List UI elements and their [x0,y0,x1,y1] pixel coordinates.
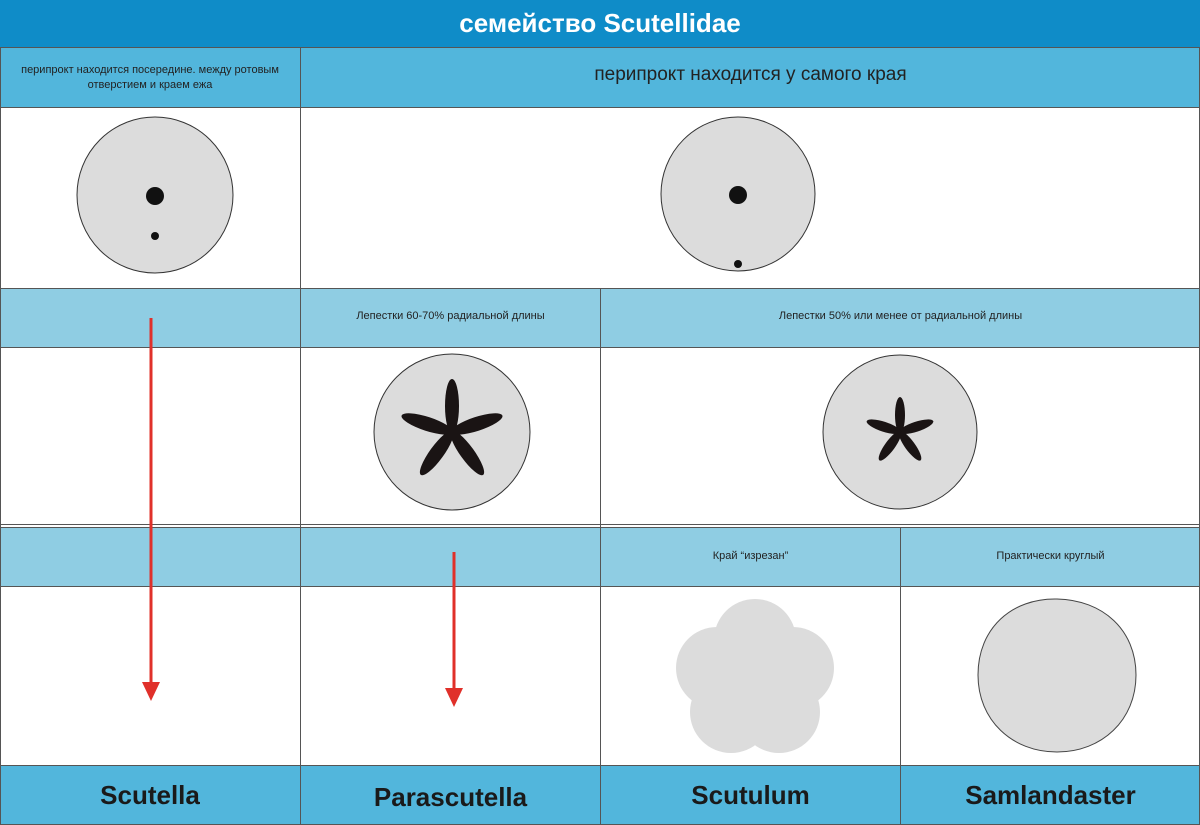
periproct-edge-label: перипрокт находится у самого края [594,64,907,85]
disc-short-petals [823,355,977,509]
genus-samlandaster: Samlandaster [965,779,1136,810]
shape-nearly-round [978,599,1136,752]
disc-long-petals [374,354,530,510]
genus-parascutella: Parascutella [373,781,528,812]
notched-edge-label: Край “изрезан” [712,549,789,562]
arrow-to-scutella [142,318,160,701]
periproct-middle-label: перипрокт находится посередине. между ротовым отверстием и краем ежа [21,64,279,91]
round-edge-label: Практически круглый [996,549,1105,562]
arrow-to-parascutella [445,552,463,707]
disc-periproct-edge [661,117,815,271]
short-petals-label: Лепестки 50% или менее от радиальной длины [778,309,1023,322]
long-petals-label: Лепестки 60-70% радиальной длины [356,309,545,322]
diagram-title: семейство Scutellidae [0,0,1200,47]
disc-periproct-middle [77,117,233,273]
genus-scutella: Scutella [100,779,200,810]
shape-notched-edge [676,599,834,753]
genus-scutulum: Scutulum [691,779,810,810]
